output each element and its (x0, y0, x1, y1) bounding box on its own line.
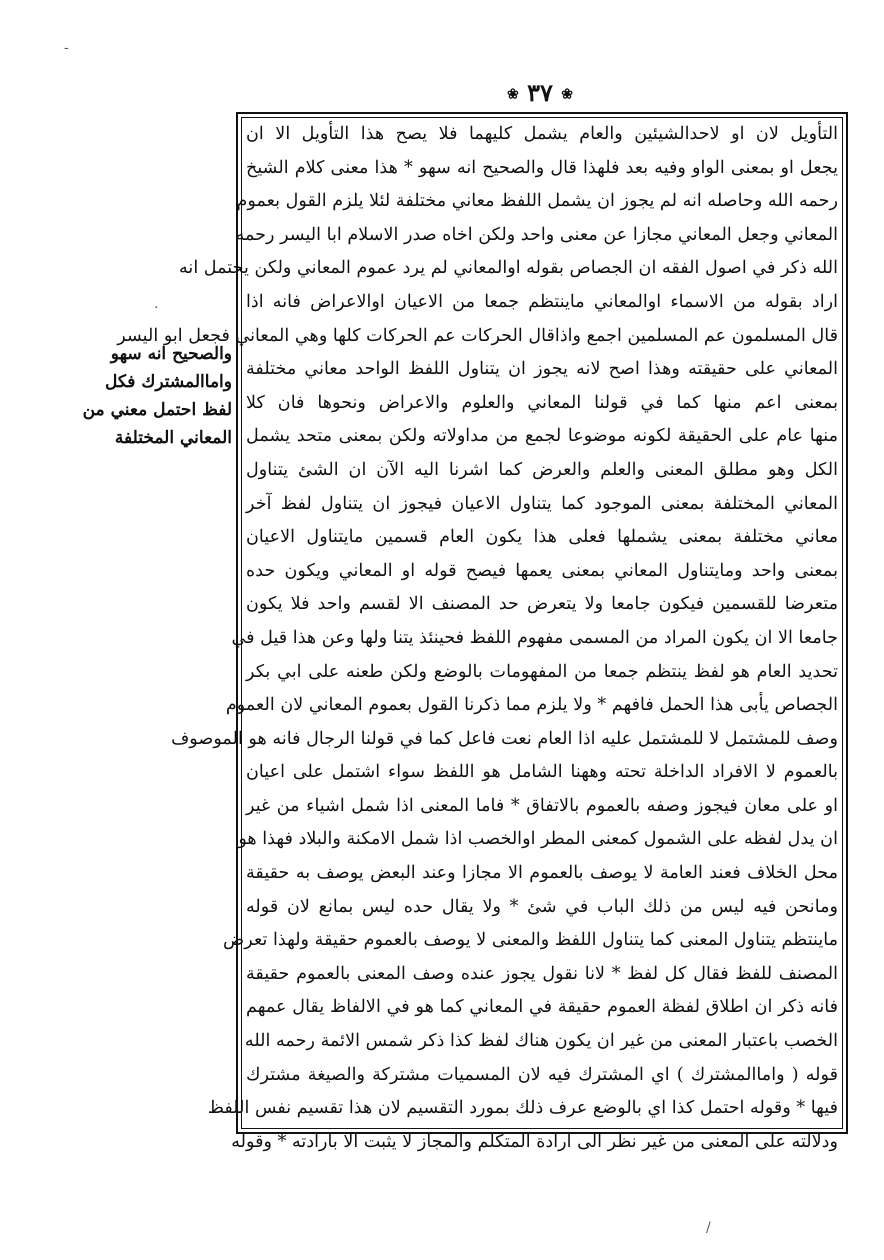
margin-note-line: لفظ احتمل معني من (82, 400, 232, 420)
text-line: او على معان فيجوز وصفه بالعموم بالاتفاق * فاما المعنى اذا شمل اشياء من غير (246, 795, 838, 816)
text-line: فيها * وقوله احتمل كذا اي بالوضع عرف ذلك بمورد التقسيم لان هذا تقسيم نفس اللفظ (207, 1098, 838, 1119)
text-line: الجصاص يأبى هذا الحمل فافهم * ولا يلزم مما ذكرنا القول بعموم المعاني لان العموم (225, 695, 838, 716)
page-number: ٣٧ (527, 78, 553, 107)
text-line: الكل وهو مطلق المعنى والعلم والعرض كما اشرنا اليه الآن ان الشئ يتناول (246, 459, 838, 480)
text-line: بمعنى اعم منها كما في قولنا المعاني والعلوم والاعراض ونحوها فان كلا (246, 392, 838, 413)
text-line: الله ذكر في اصول الفقه ان الجصاص بقوله اوالمعاني لم يرد عموم المعاني ولكن يحتمل انه (179, 258, 838, 279)
text-line: قال المسلمون عم المسلمين اجمع واذاقال الحركات عم الحركات كلها وهي المعاني فجعل ابو اليسر (117, 325, 838, 346)
text-line: فانه ذكر ان اطلاق لفظة العموم حقيقة في المعاني كما هو في الالفاظ يقال عمهم (246, 997, 838, 1018)
margin-note-line: المعاني المختلفة (114, 428, 232, 448)
text-line: ودلالته على المعنى من غير نظر الى ارادة المتكلم والمجاز لا يثبت الا بارادته * وقوله (231, 1131, 838, 1152)
text-line: تحديد العام هو لفظ ينتظم جمعا من المفهومات بالوضع ولكن طعنه على ابي بكر (246, 661, 838, 682)
text-line: المصنف للفظ فقال كل لفظ * لانا نقول يجوز عنده وصف المعنى بالعموم حقيقة (246, 963, 838, 984)
text-line: محل الخلاف فعند العامة لا يوصف بالعموم الا مجازا وعند البعض يوصف به حقيقة (246, 863, 838, 884)
ornament-right-icon: ❀ (561, 86, 573, 103)
page-header (480, 76, 600, 110)
scan-speck: · (154, 300, 159, 316)
text-line: المعاني على حقيقته وهذا اصح لانه يجوز ان يتناول اللفظ الواحد معاني مختلفة (246, 359, 838, 380)
text-line: بمعنى واحد ومايتناول المعاني بمعنى يعمها فيصح قوله او المعاني ويكون حده (246, 560, 838, 581)
margin-note-line: واماالمشترك فكل (105, 372, 232, 392)
text-line: ومانحن فيه ليس من ذلك الباب في شئ * ولا يقال حده ليس بمانع لان قوله (246, 896, 838, 917)
text-line: الخصب باعتبار المعنى من غير ان يكون هناك لفظ كذا ذكر شمس الائمة رحمه الله (244, 1031, 838, 1052)
text-line: جامعا الا ان يكون المراد من المسمى مفهوم اللفظ فحينئذ يتنا ولها وعن هذا قيل في (231, 627, 838, 648)
scan-speck: - (64, 40, 69, 56)
margin-note-line: والصحيح انه سهو (110, 344, 232, 364)
text-line: المعاني وجعل المعاني مجازا عن معنى واحد ولكن اخاه صدر الاسلام ابا اليسر رحمه (235, 224, 838, 245)
text-line: متعرضا للقسمين فيكون جامعا ولا يتعرض حد المصنف الا لقسم واحد فلا يكون (246, 594, 838, 615)
ornament-left-icon: ❀ (507, 86, 519, 103)
text-line: منها عام على الحقيقة لكونه موضوعا لجمع من مداولاته ولكن بمعنى متحد يشمل (246, 426, 838, 447)
text-line: بالعموم لا الافراد الداخلة تحته وههنا الشامل هو اللفظ سواء اشتمل على اعيان (246, 762, 838, 783)
text-line: يجعل او بمعنى الواو وفيه بعد فلهذا قال والصحيح انه سهو * هذا معنى كلام الشيخ (246, 157, 838, 178)
text-line: المعاني المختلفة بمعنى الموجود كما يتناول الاعيان فيجوز ان يتناول لفظ آخر (246, 493, 838, 514)
text-line: رحمه الله وحاصله انه لم يجوز ان يشمل اللفظ معاني مختلفة لئلا يلزم القول بعموم (236, 191, 838, 212)
text-line: وصف للمشتمل لا للمشتمل عليه اذا العام نعت فاعل كما في قولنا الرجال فانه هو الموصوف (171, 728, 838, 749)
text-line: معاني مختلفة بمعنى يشملها فعلى هذا يكون العام قسمين مايتناول الاعيان (246, 527, 838, 548)
text-line: ماينتظم يتناول المعنى كما يتناول اللفظ والمعنى لا يوصف بالعموم حقيقة ولهذا تعرض (223, 930, 838, 951)
margin-note (56, 340, 232, 452)
text-line: التأويل لان او لاحدالشيئين والعام يشمل كليهما فلا يصح هذا التأويل الا ان (246, 124, 838, 144)
text-line: قوله ( واماالمشترك ) اي المشترك فيه لان المسميات مشتركة والصيغة مشترك (246, 1064, 838, 1085)
text-line: ان يدل لفظه على الشمول كمعنى المطر اوالخصب اذا شمل الامكنة والبلاد فهذا هو (238, 829, 838, 850)
text-line: اراد بقوله من الاسماء اوالمعاني ماينتظم جمعا من الاعيان اوالاعراض فانه اذا (246, 291, 838, 312)
scan-speck: / (706, 1220, 711, 1236)
